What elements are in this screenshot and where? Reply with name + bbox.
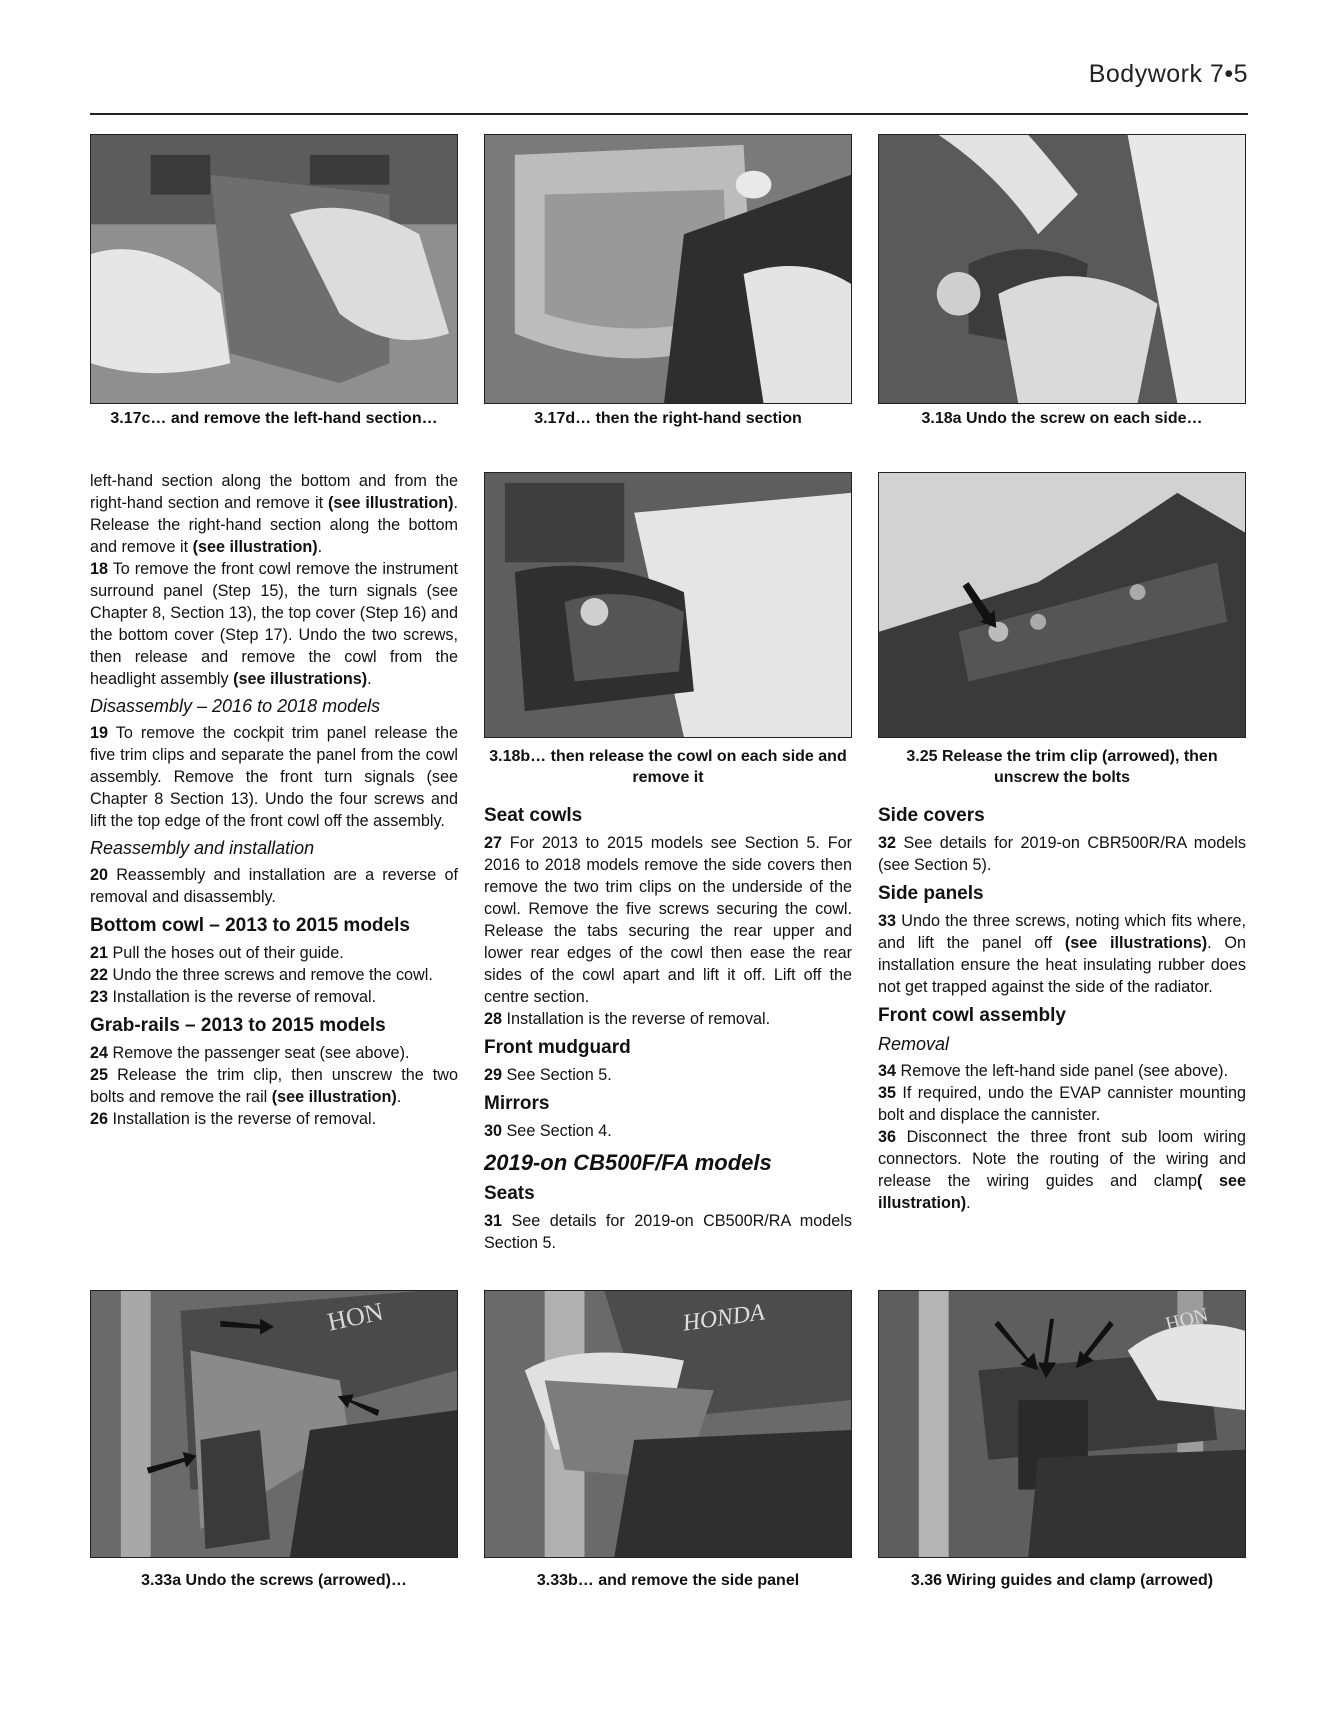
- photo-3-33b: [484, 1290, 852, 1558]
- para-28: 28 Installation is the reverse of removal.: [484, 1010, 771, 1028]
- para-33: 33 Undo the three screws, noting which fits where, and lift the panel off (see illustrations). On installation ensure the heat insulating rubber does not get trapped against the side of the radiator.: [878, 912, 1246, 996]
- para-20: 20 Reassembly and installation are a reverse of removal and disassembly.: [90, 866, 458, 906]
- heading-side-covers: Side covers: [878, 805, 985, 826]
- caption-3-25: 3.25 Release the trim clip (arrowed), then unscrew the bolts: [906, 748, 1218, 786]
- text-column-3: [878, 804, 1246, 1214]
- para-29: 29 See Section 5.: [484, 1066, 612, 1084]
- para-23: 23 Installation is the reverse of removal.: [90, 988, 377, 1006]
- para-35: 35 If required, undo the EVAP cannister mounting bolt and displace the cannister.: [878, 1084, 1246, 1124]
- page-header-title: Bodywork 7•5: [1088, 60, 1248, 88]
- caption-3-33a: 3.33a Undo the screws (arrowed)…: [141, 1572, 407, 1589]
- heading-mirrors: Mirrors: [484, 1093, 550, 1114]
- photo-3-17c: [90, 134, 458, 404]
- para-26: 26 Installation is the reverse of removal.: [90, 1110, 377, 1128]
- caption-3-17c: 3.17c… and remove the left-hand section…: [110, 410, 438, 427]
- photo-3-33a: [90, 1290, 458, 1558]
- heading-seats: Seats: [484, 1183, 535, 1204]
- text-column-1: [90, 470, 458, 1130]
- subheading-removal: Removal: [878, 1034, 950, 1054]
- heading-seat-cowls: Seat cowls: [484, 805, 583, 826]
- caption-3-33b: 3.33b… and remove the side panel: [536, 1572, 800, 1589]
- para-32: 32 See details for 2019-on CBR500R/RA models (see Section 5).: [878, 834, 1246, 874]
- para-27: 27 For 2013 to 2015 models see Section 5. For 2016 to 2018 models remove the side covers then remove the two trim clips on the underside of the cowl. Remove the five screws securing the cowl. Release the tabs securing the rear upper and lower rear edges of the cowl then ease the rear sides of the cowl apart and lift it off. Lift off the centre section.: [484, 834, 852, 1006]
- para-24: 24 Remove the passenger seat (see above).: [90, 1044, 410, 1062]
- heading-front-cowl-assembly: Front cowl assembly: [878, 1005, 1066, 1026]
- para-21: 21 Pull the hoses out of their guide.: [90, 944, 344, 962]
- para-30: 30 See Section 4.: [484, 1122, 612, 1140]
- svg-text:HON: HON: [1163, 1303, 1211, 1336]
- heading-2019-models: 2019-on CB500F/FA models: [484, 1150, 772, 1175]
- text-column-2: [484, 804, 852, 1254]
- para-22: 22 Undo the three screws and remove the cowl.: [90, 966, 433, 984]
- heading-grab-rails: Grab-rails – 2013 to 2015 models: [90, 1015, 386, 1036]
- para-continued: left-hand section along the bottom and from the right-hand section and remove it (see illustration). Release the right-hand section along the bottom and remove it (see illustration).: [90, 472, 458, 556]
- photo-3-25: [878, 472, 1246, 738]
- heading-bottom-cowl: Bottom cowl – 2013 to 2015 models: [90, 915, 410, 936]
- photo-3-17d: [484, 134, 852, 404]
- subheading-disassembly: Disassembly – 2016 to 2018 models: [90, 696, 381, 716]
- subheading-reassembly: Reassembly and installation: [90, 838, 315, 858]
- heading-front-mudguard: Front mudguard: [484, 1037, 631, 1058]
- para-36: 36 Disconnect the three front sub loom wiring connectors. Note the routing of the wiring and release the wiring guides and clamp( see illustration).: [878, 1128, 1246, 1212]
- caption-3-36: 3.36 Wiring guides and clamp (arrowed): [910, 1572, 1214, 1589]
- caption-3-18a: 3.18a Undo the screw on each side…: [921, 410, 1203, 427]
- para-25: 25 Release the trim clip, then unscrew the two bolts and remove the rail (see illustration).: [90, 1066, 458, 1106]
- para-19: 19 To remove the cockpit trim panel release the five trim clips and separate the panel from the cowl assembly. Remove the front turn signals (see Chapter 8 Section 13). Undo the four screws and lift the top edge of the front cowl off the assembly.: [90, 724, 458, 830]
- caption-3-17d: 3.17d… then the right-hand section: [534, 410, 802, 427]
- para-34: 34 Remove the left-hand side panel (see above).: [878, 1062, 1229, 1080]
- header-rule: [90, 113, 1248, 115]
- heading-side-panels: Side panels: [878, 883, 984, 904]
- para-18: 18 To remove the front cowl remove the instrument surround panel (Step 15), the turn signals (see Chapter 8, Section 13), the top cover (Step 16) and the bottom cover (Step 17). Undo the two screws, then release and remove the cowl from the headlight assembly (see illustrations).: [90, 560, 458, 688]
- para-31: 31 See details for 2019-on CB500R/RA models Section 5.: [484, 1212, 852, 1252]
- photo-3-36: [878, 1290, 1246, 1558]
- svg-text:HON: HON: [324, 1296, 386, 1337]
- photo-3-18a: [878, 134, 1246, 404]
- caption-3-18b: 3.18b… then release the cowl on each side and remove it: [489, 748, 847, 786]
- svg-text:HONDA: HONDA: [681, 1299, 767, 1337]
- photo-3-18b: [484, 472, 852, 738]
